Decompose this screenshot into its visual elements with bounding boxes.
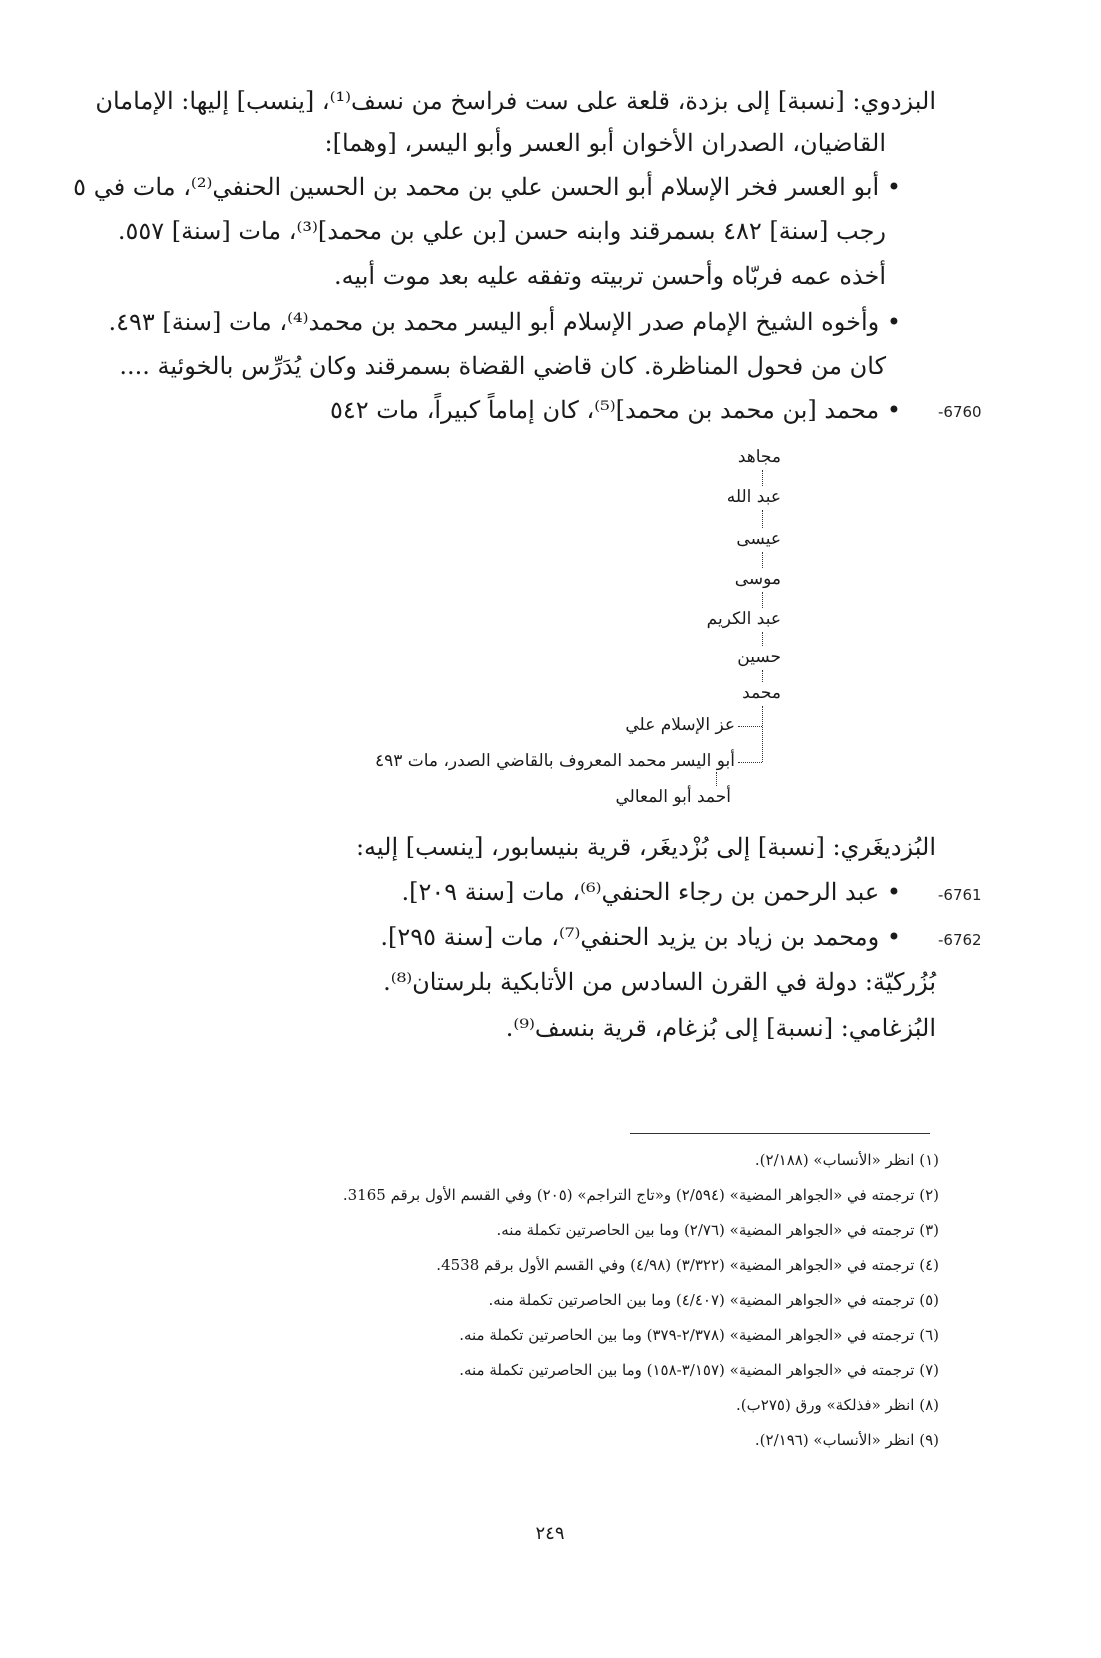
tree-connector — [762, 670, 763, 682]
tree-node-mujahid: مجاهد — [737, 447, 781, 467]
tree-node-abu-al-yusr: أبو اليسر محمد المعروف بالقاضي الصدر، مات ٤٩٣ — [374, 751, 735, 771]
tree-node-izz-al-islam-ali: عز الإسلام علي — [625, 715, 735, 735]
tree-node-isa: عيسى — [736, 529, 781, 549]
tree-connector — [762, 592, 763, 608]
entry-number-6761: -6761 — [938, 886, 982, 904]
entry-number-6760: -6760 — [938, 403, 982, 421]
tree-node-ahmad-abu-al-maali: أحمد أبو المعالي — [615, 787, 731, 807]
tree-connector — [762, 632, 763, 646]
tree-connector — [762, 706, 763, 762]
tree-node-abdullah: عبد الله — [726, 487, 781, 507]
bullet-abu-al-yusr: • وأخوه الشيخ الإمام صدر الإسلام أبو اليسر محمد بن محمد⁽⁴⁾، مات [سنة] ٤٩٣. — [108, 308, 901, 336]
footnote-8: (٨) انظر «فذلكة» ورق (٢٧٥ب). — [736, 1396, 939, 1414]
footnote-7: (٧) ترجمته في «الجواهر المضية» (٣/١٥٧-١٥٨) وما بين الحاصرتين تكملة منه. — [459, 1361, 939, 1379]
footnote-separator — [630, 1133, 930, 1134]
bullet-muhammad-ibn-ziyad: • ومحمد بن زياد بن يزيد الحنفي⁽⁷⁾، مات [سنة ٢٩٥]. — [380, 923, 901, 951]
tree-branch — [738, 726, 762, 727]
tree-node-muhammad: محمد — [742, 683, 781, 703]
entry-bazdawi-heading: البزدوي: [نسبة] إلى بزدة، قلعة على ست فراسخ من نسف⁽¹⁾، [ينسب] إليها: الإمامان — [95, 87, 936, 115]
entry-buzghami: البُزغامي: [نسبة] إلى بُزغام، قرية بنسف⁽⁹⁾. — [505, 1014, 936, 1042]
entry-buzurkiyya: بُزُركيّة: دولة في القرن السادس من الأتابكية بلرستان⁽⁸⁾. — [383, 968, 936, 996]
footnote-5: (٥) ترجمته في «الجواهر المضية» (٤/٤٠٧) وما بين الحاصرتين تكملة منه. — [488, 1291, 939, 1309]
bullet-abu-al-yusr-note: كان من فحول المناظرة. كان قاضي القضاة بسمرقند وكان يُدَرِّس بالخوئية .... — [119, 352, 886, 380]
tree-connector — [762, 552, 763, 568]
tree-node-musa: موسى — [734, 569, 781, 589]
footnote-4: (٤) ترجمته في «الجواهر المضية» (٣/٣٢٢) (٤/٩٨) وفي القسم الأول برقم 4538. — [436, 1256, 939, 1274]
entry-bazdawi-continuation: القاضيان، الصدران الأخوان أبو العسر وأبو اليسر، [وهما]: — [324, 129, 886, 157]
bullet-abu-al-usr-continuation: رجب [سنة] ٤٨٢ بسمرقند وابنه حسن [بن علي بن محمد]⁽³⁾، مات [سنة] ٥٥٧. — [117, 217, 886, 245]
tree-connector — [762, 510, 763, 528]
page-number: ٢٤٩ — [535, 1523, 565, 1544]
tree-connector — [762, 470, 763, 486]
footnote-1: (١) انظر «الأنساب» (٢/١٨٨). — [754, 1151, 939, 1169]
tree-connector — [716, 772, 717, 786]
tree-node-abd-al-karim: عبد الكريم — [706, 609, 781, 629]
footnote-2: (٢) ترجمته في «الجواهر المضية» (٢/٥٩٤) و«تاج التراجم» (٢٠٥) وفي القسم الأول برقم 3165. — [342, 1186, 939, 1204]
tree-branch — [738, 762, 762, 763]
tree-node-husayn: حسين — [737, 647, 781, 667]
footnote-9: (٩) انظر «الأنساب» (٢/١٩٦). — [754, 1431, 939, 1449]
footnote-3: (٣) ترجمته في «الجواهر المضية» (٢/٧٦) وما بين الحاصرتين تكملة منه. — [496, 1221, 939, 1239]
entry-buzdighari-heading: البُزديغَري: [نسبة] إلى بُزْديغَر، قرية بنيسابور، [ينسب] إليه: — [355, 833, 936, 861]
bullet-muhammad: • محمد [بن محمد بن محمد]⁽⁵⁾، كان إماماً كبيراً، مات ٥٤٢ — [329, 396, 901, 424]
footnote-6: (٦) ترجمته في «الجواهر المضية» (٢/٣٧٨-٣٧٩) وما بين الحاصرتين تكملة منه. — [459, 1326, 939, 1344]
bullet-abu-al-usr: • أبو العسر فخر الإسلام أبو الحسن علي بن محمد بن الحسين الحنفي⁽²⁾، مات في ٥ — [73, 173, 901, 201]
bullet-abu-al-usr-note: أخذه عمه فربّاه وأحسن تربيته وتفقه عليه بعد موت أبيه. — [334, 262, 886, 290]
bullet-abd-al-rahman: • عبد الرحمن بن رجاء الحنفي⁽⁶⁾، مات [سنة ٢٠٩]. — [401, 878, 901, 906]
entry-number-6762: -6762 — [938, 931, 982, 949]
